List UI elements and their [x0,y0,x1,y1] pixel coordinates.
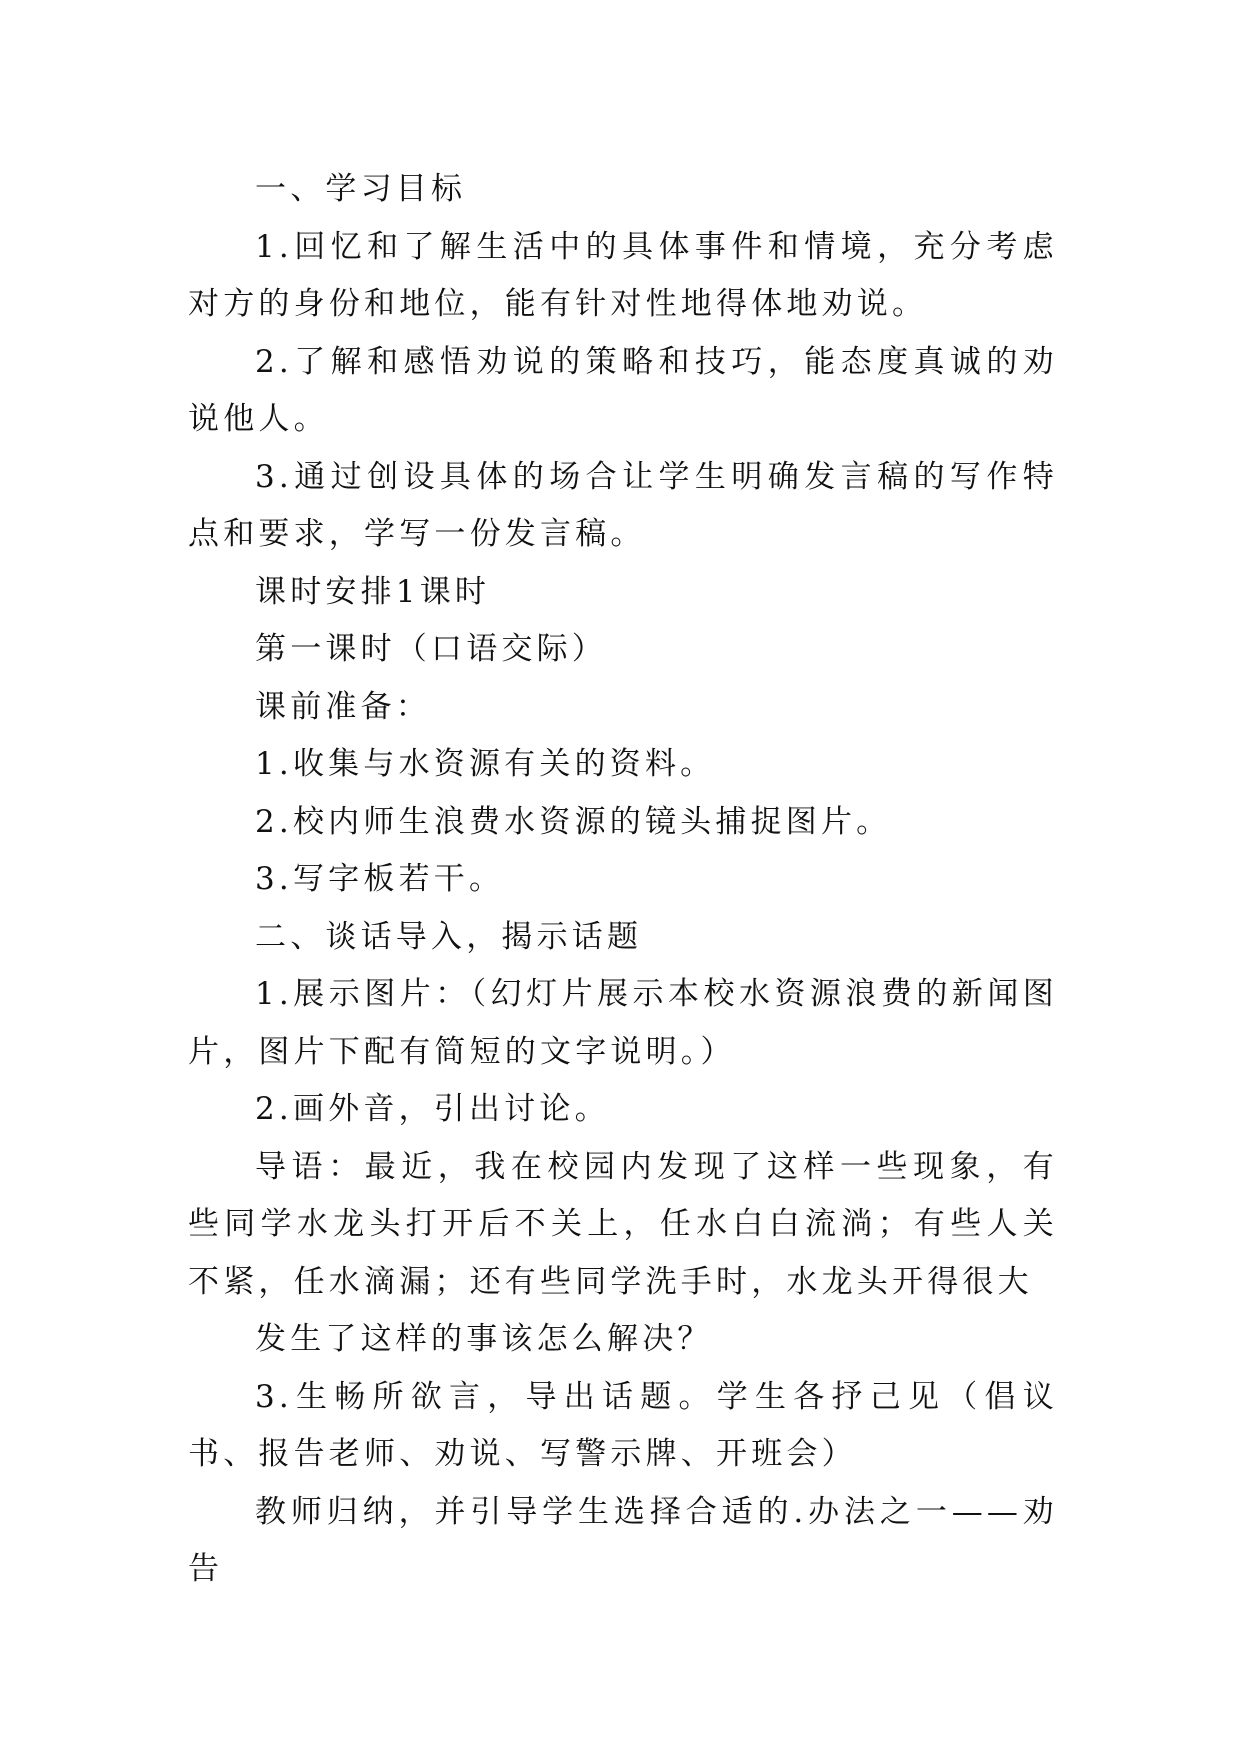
preparation-item-2: 2.校内师生浪费水资源的镜头捕捉图片。 [255,803,892,840]
goal-item-1: 1.回忆和了解生活中的具体事件和情境，充分考虑对方的身份和地位，能有针对性地得体地劝说。 [188,228,1058,322]
lesson-title: 第一课时（口语交际） [255,631,607,667]
section-heading-goals: 一、学习目标 [255,171,467,207]
preparation-item-3: 3.写字板若干。 [255,861,505,897]
lesson-schedule: 课时安排1课时 [255,573,491,610]
lead-in-speech: 导语：最近，我在校园内发现了这样一些现象，有些同学水龙头打开后不关上，任水白白流淌；有些人关不紧，任水滴漏；还有些同学洗手时，水龙头开得很大 [188,1148,1058,1300]
preparation-heading: 课前准备： [255,688,431,725]
document-body [188,161,1058,1599]
goal-item-3: 3.通过创设具体的场合让学生明确发言稿的写作特点和要求，学写一份发言稿。 [188,458,1058,552]
intro-step-1: 1.展示图片：（幻灯片展示本校水资源浪费的新闻图片，图片下配有简短的文字说明。） [188,976,1058,1070]
intro-step-2: 2.画外音，引出讨论。 [255,1091,610,1127]
discussion-question: 发生了这样的事该怎么解决？ [255,1321,713,1357]
goal-item-2: 2.了解和感悟劝说的策略和技巧，能态度真诚的劝说他人。 [188,343,1058,437]
teacher-summary: 教师归纳，并引导学生选择合适的.办法之一——劝告 [188,1493,1058,1587]
section-heading-intro: 二、谈话导入，揭示话题 [255,918,643,955]
intro-step-3: 3.生畅所欲言，导出话题。学生各抒己见（倡议书、报告老师、劝说、写警示牌、开班会） [188,1378,1058,1472]
preparation-item-1: 1.收集与水资源有关的资料。 [255,746,716,782]
